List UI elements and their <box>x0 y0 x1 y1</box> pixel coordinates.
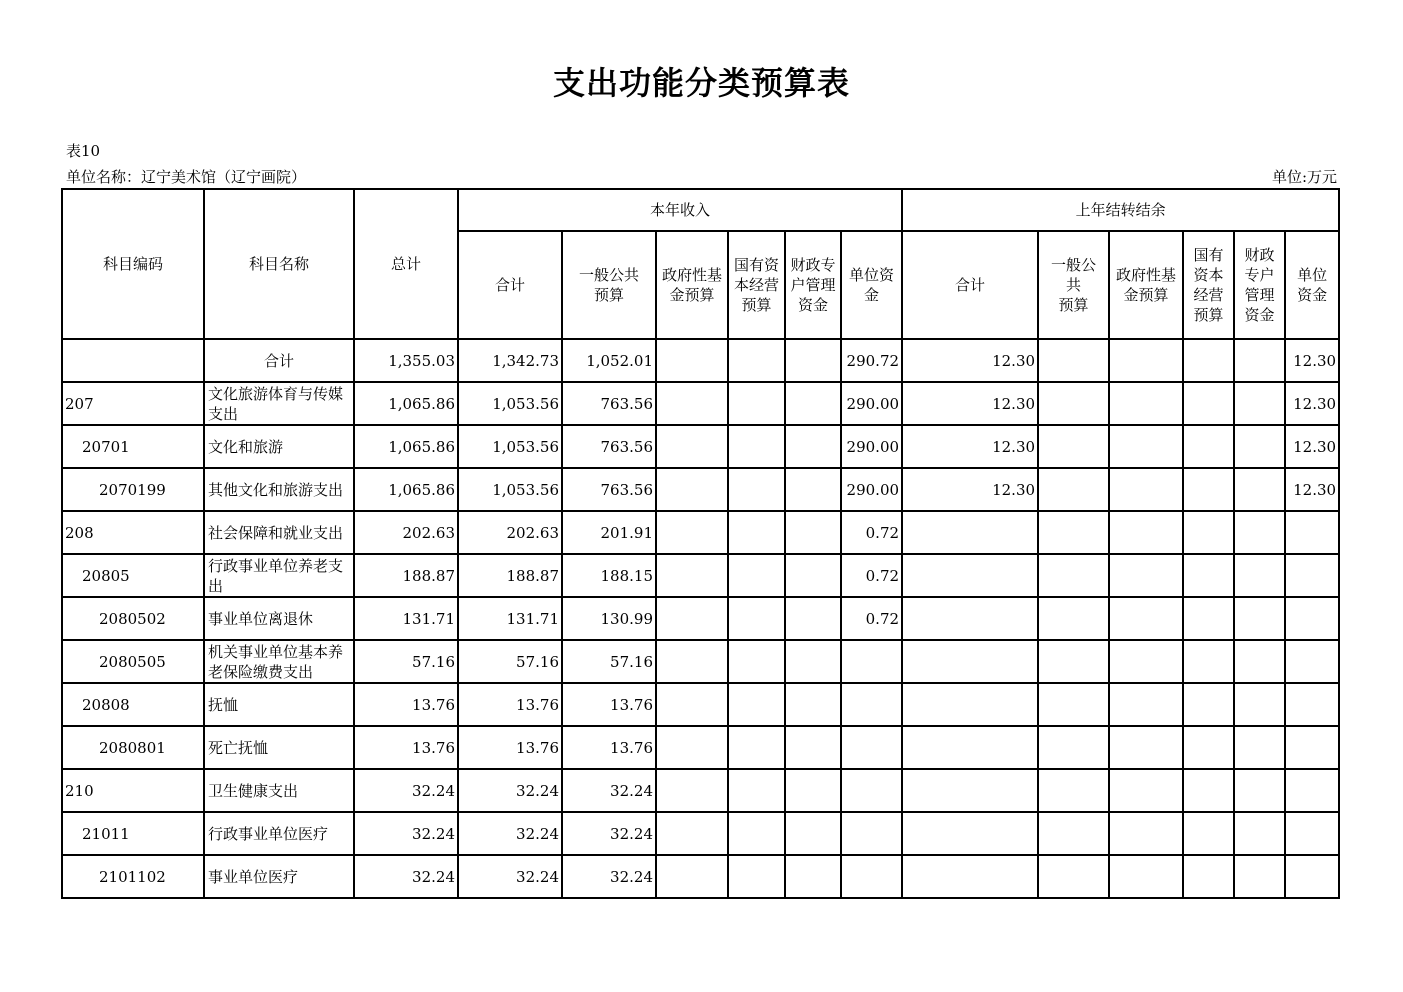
total-cell: 1,342.73 <box>458 339 562 382</box>
row-value-cell <box>902 855 1038 898</box>
row-value-cell <box>1109 812 1183 855</box>
row-value-cell <box>902 554 1038 597</box>
row-value-cell: 32.24 <box>458 812 562 855</box>
total-cell <box>656 339 728 382</box>
row-value-cell <box>841 683 902 726</box>
row-value-cell: 202.63 <box>354 511 458 554</box>
row-value-cell <box>656 468 728 511</box>
row-value-cell <box>728 683 785 726</box>
row-value-cell <box>902 597 1038 640</box>
row-value-cell: 32.24 <box>354 855 458 898</box>
header-prior-year: 上年结转结余 <box>902 189 1339 231</box>
row-value-cell <box>1109 597 1183 640</box>
row-value-cell <box>785 425 841 468</box>
header-name: 科目名称 <box>204 189 354 339</box>
row-value-cell <box>1285 597 1339 640</box>
row-value-cell <box>785 855 841 898</box>
row-value-cell: 57.16 <box>458 640 562 683</box>
row-name: 文化和旅游 <box>204 425 354 468</box>
row-code: 210 <box>62 769 204 812</box>
row-value-cell <box>1234 597 1285 640</box>
row-value-cell: 763.56 <box>562 382 656 425</box>
row-value-cell: 290.00 <box>841 425 902 468</box>
table-row <box>62 511 1339 554</box>
header-total: 总计 <box>354 189 458 339</box>
row-code: 2070199 <box>62 468 204 511</box>
table-row <box>62 812 1339 855</box>
row-value-cell: 32.24 <box>562 812 656 855</box>
header-py-gov-fund: 政府性基 金预算 <box>1109 231 1183 339</box>
row-value-cell <box>785 468 841 511</box>
row-value-cell: 32.24 <box>562 769 656 812</box>
row-value-cell <box>785 554 841 597</box>
row-value-cell <box>785 640 841 683</box>
row-value-cell <box>1285 640 1339 683</box>
row-value-cell <box>1234 554 1285 597</box>
row-value-cell <box>1183 597 1234 640</box>
row-value-cell <box>656 382 728 425</box>
row-value-cell: 131.71 <box>458 597 562 640</box>
row-value-cell <box>841 726 902 769</box>
row-value-cell <box>656 769 728 812</box>
row-value-cell <box>902 511 1038 554</box>
row-value-cell <box>728 640 785 683</box>
total-cell: 12.30 <box>902 339 1038 382</box>
row-code: 208 <box>62 511 204 554</box>
row-value-cell <box>1038 425 1109 468</box>
row-value-cell <box>785 683 841 726</box>
row-value-cell <box>902 683 1038 726</box>
row-value-cell <box>1038 511 1109 554</box>
row-value-cell <box>1038 597 1109 640</box>
header-py-special: 财政 专户 管理 资金 <box>1234 231 1285 339</box>
row-value-cell <box>1285 683 1339 726</box>
row-value-cell: 131.71 <box>354 597 458 640</box>
row-code: 20701 <box>62 425 204 468</box>
header-py-state-capital: 国有 资本 经营 预算 <box>1183 231 1234 339</box>
total-code-cell <box>62 339 204 382</box>
row-value-cell <box>841 640 902 683</box>
row-value-cell <box>1183 382 1234 425</box>
row-value-cell <box>656 726 728 769</box>
table-row <box>62 683 1339 726</box>
total-cell <box>1109 339 1183 382</box>
row-value-cell: 1,065.86 <box>354 425 458 468</box>
table-number: 表10 <box>66 142 101 160</box>
row-value-cell: 13.76 <box>562 726 656 769</box>
table-row <box>62 468 1339 511</box>
row-value-cell <box>656 812 728 855</box>
row-code: 20805 <box>62 554 204 597</box>
row-name: 机关事业单位基本养老保险缴费支出 <box>204 640 354 683</box>
row-value-cell <box>1038 855 1109 898</box>
row-value-cell <box>728 726 785 769</box>
row-value-cell <box>1234 683 1285 726</box>
row-value-cell <box>1183 640 1234 683</box>
row-name: 卫生健康支出 <box>204 769 354 812</box>
row-value-cell: 0.72 <box>841 597 902 640</box>
header-py-total: 合计 <box>902 231 1038 339</box>
row-value-cell <box>656 683 728 726</box>
row-value-cell <box>1109 468 1183 511</box>
page-title: 支出功能分类预算表 <box>552 64 850 102</box>
row-value-cell: 12.30 <box>1285 425 1339 468</box>
row-value-cell <box>1183 554 1234 597</box>
total-cell <box>1183 339 1234 382</box>
row-value-cell: 290.00 <box>841 468 902 511</box>
row-value-cell: 32.24 <box>562 855 656 898</box>
row-name: 抚恤 <box>204 683 354 726</box>
row-value-cell <box>1109 855 1183 898</box>
total-cell <box>728 339 785 382</box>
row-value-cell <box>1038 769 1109 812</box>
row-value-cell <box>1285 554 1339 597</box>
header-cy-state-capital: 国有资 本经营 预算 <box>728 231 785 339</box>
total-cell <box>1234 339 1285 382</box>
row-value-cell <box>785 382 841 425</box>
row-code: 2101102 <box>62 855 204 898</box>
row-value-cell <box>656 855 728 898</box>
row-value-cell: 763.56 <box>562 468 656 511</box>
row-value-cell: 12.30 <box>902 425 1038 468</box>
row-value-cell <box>1183 812 1234 855</box>
row-value-cell <box>728 769 785 812</box>
row-value-cell: 1,053.56 <box>458 468 562 511</box>
row-value-cell <box>1109 683 1183 726</box>
table-row <box>62 554 1339 597</box>
row-value-cell: 57.16 <box>354 640 458 683</box>
total-cell <box>1038 339 1109 382</box>
row-value-cell <box>841 769 902 812</box>
row-value-cell <box>728 855 785 898</box>
header-cy-general: 一般公共 预算 <box>562 231 656 339</box>
header-py-general: 一般公 共 预算 <box>1038 231 1109 339</box>
row-value-cell: 0.72 <box>841 554 902 597</box>
row-value-cell <box>785 769 841 812</box>
row-value-cell <box>1234 769 1285 812</box>
row-value-cell <box>1183 769 1234 812</box>
row-value-cell <box>1234 511 1285 554</box>
table-row <box>62 382 1339 425</box>
row-value-cell: 1,065.86 <box>354 382 458 425</box>
row-code: 2080502 <box>62 597 204 640</box>
row-value-cell: 13.76 <box>354 726 458 769</box>
row-value-cell: 12.30 <box>1285 382 1339 425</box>
row-value-cell <box>728 425 785 468</box>
total-cell <box>785 339 841 382</box>
row-value-cell <box>1234 468 1285 511</box>
row-value-cell: 0.72 <box>841 511 902 554</box>
row-value-cell <box>656 597 728 640</box>
row-value-cell: 57.16 <box>562 640 656 683</box>
row-value-cell <box>656 640 728 683</box>
row-value-cell <box>1038 683 1109 726</box>
row-value-cell: 13.76 <box>458 683 562 726</box>
row-name: 其他文化和旅游支出 <box>204 468 354 511</box>
row-value-cell <box>1285 511 1339 554</box>
header-cy-special: 财政专 户管理 资金 <box>785 231 841 339</box>
row-value-cell <box>728 468 785 511</box>
row-name: 行政事业单位养老支出 <box>204 554 354 597</box>
row-value-cell: 12.30 <box>902 468 1038 511</box>
row-name: 事业单位离退休 <box>204 597 354 640</box>
header-code: 科目编码 <box>62 189 204 339</box>
total-cell: 1,355.03 <box>354 339 458 382</box>
row-value-cell <box>1038 726 1109 769</box>
total-row <box>62 339 1339 382</box>
budget-table <box>61 188 1340 899</box>
row-value-cell <box>1109 726 1183 769</box>
row-value-cell: 202.63 <box>458 511 562 554</box>
row-value-cell <box>902 640 1038 683</box>
row-value-cell <box>1183 511 1234 554</box>
table-row <box>62 769 1339 812</box>
row-value-cell: 1,065.86 <box>354 468 458 511</box>
total-cell: 1,052.01 <box>562 339 656 382</box>
row-value-cell: 763.56 <box>562 425 656 468</box>
header-cy-total: 合计 <box>458 231 562 339</box>
row-value-cell <box>1285 769 1339 812</box>
row-value-cell: 13.76 <box>354 683 458 726</box>
row-value-cell: 13.76 <box>458 726 562 769</box>
row-code: 2080801 <box>62 726 204 769</box>
row-value-cell: 12.30 <box>1285 468 1339 511</box>
row-value-cell <box>785 812 841 855</box>
row-value-cell <box>1038 554 1109 597</box>
row-value-cell <box>656 511 728 554</box>
row-code: 21011 <box>62 812 204 855</box>
total-label: 合计 <box>204 339 354 382</box>
unit-name: 单位名称：辽宁美术馆（辽宁画院） <box>66 168 307 186</box>
row-value-cell <box>1183 468 1234 511</box>
table-row <box>62 855 1339 898</box>
header-cy-gov-fund: 政府性基 金预算 <box>656 231 728 339</box>
row-value-cell <box>902 726 1038 769</box>
row-value-cell: 32.24 <box>458 769 562 812</box>
row-value-cell <box>902 769 1038 812</box>
row-value-cell <box>1109 382 1183 425</box>
row-value-cell <box>1038 812 1109 855</box>
row-value-cell <box>1183 683 1234 726</box>
row-value-cell <box>902 812 1038 855</box>
row-value-cell: 13.76 <box>562 683 656 726</box>
total-cell: 12.30 <box>1285 339 1339 382</box>
row-value-cell <box>728 554 785 597</box>
row-value-cell <box>1285 812 1339 855</box>
header-current-year: 本年收入 <box>458 189 902 231</box>
row-name: 事业单位医疗 <box>204 855 354 898</box>
table-row <box>62 726 1339 769</box>
row-value-cell <box>656 554 728 597</box>
row-value-cell <box>1109 425 1183 468</box>
table-row <box>62 640 1339 683</box>
row-value-cell: 32.24 <box>458 855 562 898</box>
table-row <box>62 425 1339 468</box>
table-row <box>62 597 1339 640</box>
row-value-cell <box>1234 812 1285 855</box>
row-value-cell <box>1285 726 1339 769</box>
row-name: 死亡抚恤 <box>204 726 354 769</box>
row-value-cell: 188.87 <box>458 554 562 597</box>
row-value-cell <box>1183 855 1234 898</box>
header-py-unit: 单位 资金 <box>1285 231 1339 339</box>
row-value-cell: 130.99 <box>562 597 656 640</box>
row-value-cell: 12.30 <box>902 382 1038 425</box>
row-value-cell: 290.00 <box>841 382 902 425</box>
row-value-cell: 1,053.56 <box>458 425 562 468</box>
row-code: 20808 <box>62 683 204 726</box>
row-value-cell <box>1109 640 1183 683</box>
row-name: 社会保障和就业支出 <box>204 511 354 554</box>
row-value-cell <box>1234 726 1285 769</box>
row-name: 文化旅游体育与传媒支出 <box>204 382 354 425</box>
row-value-cell <box>1234 640 1285 683</box>
row-value-cell <box>728 597 785 640</box>
row-value-cell <box>1234 382 1285 425</box>
row-name: 行政事业单位医疗 <box>204 812 354 855</box>
header-cy-unit: 单位资 金 <box>841 231 902 339</box>
row-value-cell <box>728 812 785 855</box>
row-value-cell <box>1183 425 1234 468</box>
row-value-cell <box>841 855 902 898</box>
row-value-cell <box>785 511 841 554</box>
row-value-cell <box>1234 425 1285 468</box>
row-value-cell <box>841 812 902 855</box>
row-value-cell <box>1038 640 1109 683</box>
row-value-cell <box>1234 855 1285 898</box>
row-value-cell: 32.24 <box>354 812 458 855</box>
row-value-cell <box>1183 726 1234 769</box>
row-value-cell <box>1109 554 1183 597</box>
unit-label: 单位:万元 <box>1271 168 1337 186</box>
total-cell: 290.72 <box>841 339 902 382</box>
row-code: 207 <box>62 382 204 425</box>
row-value-cell <box>728 382 785 425</box>
row-value-cell <box>656 425 728 468</box>
row-value-cell: 188.87 <box>354 554 458 597</box>
row-value-cell: 1,053.56 <box>458 382 562 425</box>
row-code: 2080505 <box>62 640 204 683</box>
row-value-cell <box>1285 855 1339 898</box>
row-value-cell: 188.15 <box>562 554 656 597</box>
row-value-cell <box>1109 511 1183 554</box>
row-value-cell <box>1038 468 1109 511</box>
row-value-cell <box>1038 382 1109 425</box>
row-value-cell <box>785 597 841 640</box>
row-value-cell <box>785 726 841 769</box>
row-value-cell <box>1109 769 1183 812</box>
row-value-cell: 32.24 <box>354 769 458 812</box>
row-value-cell: 201.91 <box>562 511 656 554</box>
row-value-cell <box>728 511 785 554</box>
